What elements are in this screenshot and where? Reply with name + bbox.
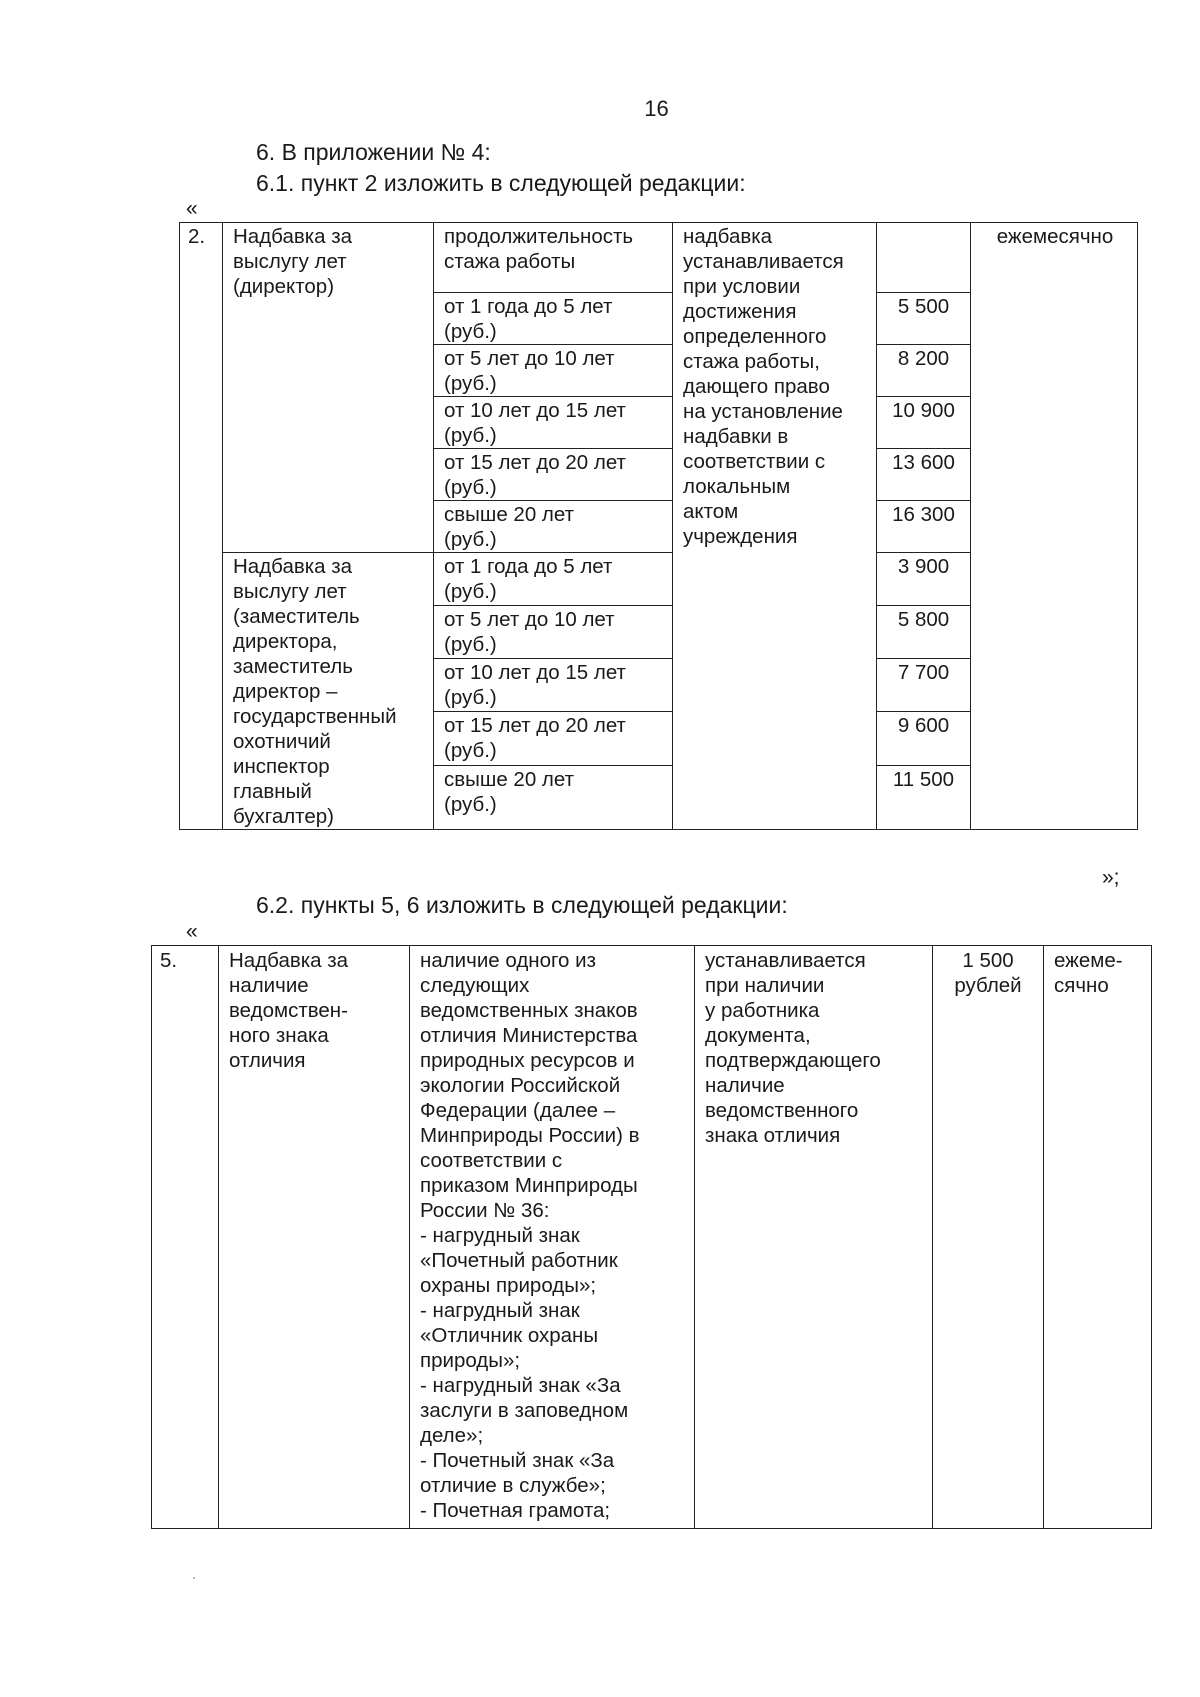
amount-cell: 10 900 xyxy=(877,397,971,449)
row-number: 5. xyxy=(152,946,219,1529)
amount-cell: 5 500 xyxy=(877,293,971,345)
period-cell: от 5 лет до 10 лет (руб.) xyxy=(434,606,673,659)
section-heading: 6. В приложении № 4: xyxy=(256,139,491,165)
badge-allowance-amount: 1 500 рублей xyxy=(933,946,1044,1529)
amount-cell: 11 500 xyxy=(877,765,971,829)
badge-allowance-title: Надбавка за наличие ведомствен- ного знака отличия xyxy=(219,946,410,1529)
opening-quote-1: « xyxy=(186,197,198,220)
period-cell: от 15 лет до 20 лет (руб.) xyxy=(434,449,673,501)
subsection-heading-6-1: 6.1. пункт 2 изложить в следующей редакции: xyxy=(256,170,746,196)
page-number: 16 xyxy=(644,96,669,121)
amount-cell: 3 900 xyxy=(877,553,971,606)
allowance-condition: надбавка устанавливается при условии достижения определенного стажа работы, дающего право на установление надбавки в соответствии с локальным актом учреждения xyxy=(673,223,877,830)
payment-frequency: ежемесячно xyxy=(971,223,1138,830)
amount-cell: 5 800 xyxy=(877,606,971,659)
period-cell: от 15 лет до 20 лет (руб.) xyxy=(434,712,673,765)
amount-cell: 16 300 xyxy=(877,501,971,553)
opening-quote-2: « xyxy=(186,920,198,943)
period-cell: свыше 20 лет (руб.) xyxy=(434,765,673,829)
empty-amount-cell xyxy=(877,223,971,293)
amount-cell: 13 600 xyxy=(877,449,971,501)
row-number: 2. xyxy=(180,223,223,830)
allowance-table-item-2 xyxy=(179,222,1138,830)
amount-cell: 8 200 xyxy=(877,345,971,397)
period-cell: от 5 лет до 10 лет (руб.) xyxy=(434,345,673,397)
deputy-allowance-title: Надбавка за выслугу лет (заместитель директора, заместитель директор – государственный охотничий инспектор главный бухгалтер) xyxy=(223,553,434,830)
subsection-heading-6-2: 6.2. пункты 5, 6 изложить в следующей редакции: xyxy=(256,892,788,918)
badge-list-description: наличие одного из следующих ведомственных знаков отличия Министерства природных ресурсов и экологии Российской Федерации (далее – Минприроды России) в соответствии с приказом Минприроды России № 36: - нагрудный знак «Почетный работник охраны природы»; - нагрудный знак «Отличник охраны природы»; - нагрудный знак «За заслуги в заповедном деле»; - Почетный знак «За отличие в службе»; - Почетная грамота; xyxy=(410,946,695,1529)
period-cell: от 10 лет до 15 лет (руб.) xyxy=(434,397,673,449)
period-cell: свыше 20 лет (руб.) xyxy=(434,501,673,553)
allowance-table-item-5 xyxy=(151,945,1152,1529)
director-allowance-title: Надбавка за выслугу лет (директор) xyxy=(223,223,434,553)
scan-speck xyxy=(193,1577,195,1579)
badge-allowance-condition: устанавливается при наличии у работника документа, подтверждающего наличие ведомственного знака отличия xyxy=(695,946,933,1529)
period-cell: от 1 года до 5 лет (руб.) xyxy=(434,293,673,345)
payment-frequency: ежеме- сячно xyxy=(1044,946,1152,1529)
amount-cell: 9 600 xyxy=(877,712,971,765)
duration-header: продолжительность стажа работы xyxy=(434,223,673,293)
period-cell: от 10 лет до 15 лет (руб.) xyxy=(434,659,673,712)
amount-cell: 7 700 xyxy=(877,659,971,712)
closing-quote: »; xyxy=(1102,866,1120,889)
period-cell: от 1 года до 5 лет (руб.) xyxy=(434,553,673,606)
